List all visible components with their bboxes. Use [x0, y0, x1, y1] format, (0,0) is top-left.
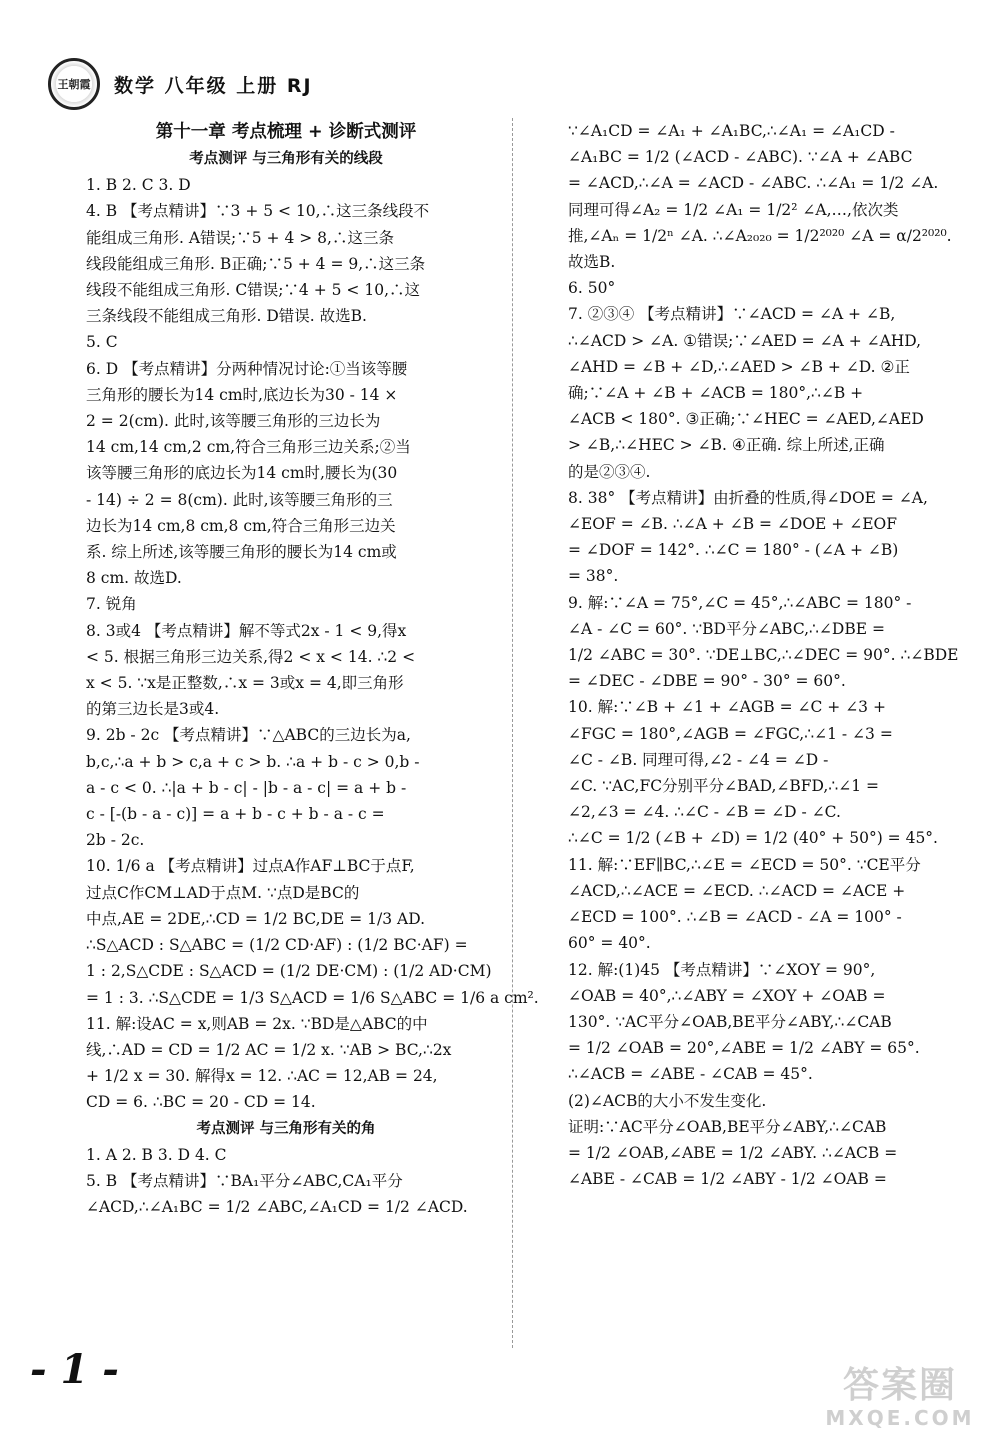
answer-line: 三角形的腰长为14 cm时,底边长为30 - 14 ×	[86, 385, 398, 404]
page-number: - 1 -	[30, 1346, 119, 1393]
answer-line: 线,∴AD = CD = 1/2 AC = 1/2 x. ∵AB > BC,∴2x	[86, 1040, 452, 1059]
answer-line: 2 = 2(cm). 此时,该等腰三角形的三边长为	[86, 412, 381, 431]
answer-line: 6. D 【考点精讲】分两种情况讨论:①当该等腰	[86, 359, 408, 378]
answer-line: ∵∠A₁CD = ∠A₁ + ∠A₁BC,∴∠A₁ = ∠A₁CD -	[568, 122, 895, 140]
publisher-logo: 王朝霞	[48, 58, 100, 110]
answer-line: ∠ACD,∴∠A₁BC = 1/2 ∠ABC,∠A₁CD = 1/2 ∠ACD.	[86, 1198, 468, 1217]
answer-line: 11. 解:∵EF∥BC,∴∠E = ∠ECD = 50°. ∵CE平分	[568, 855, 921, 874]
watermark-logo-text: 答案圈	[842, 1365, 957, 1406]
answer-line: 1/2 ∠ABC = 30°. ∵DE⊥BC,∴∠DEC = 90°. ∴∠BDE	[568, 646, 959, 665]
answer-line: = ∠DEC - ∠DBE = 90° - 30° = 60°.	[568, 672, 846, 691]
answer-line: c - [-(b - a - c)] = a + b - c + b - a - c =	[86, 805, 385, 824]
answer-line: 60° = 40°.	[568, 934, 651, 953]
answer-line: ∠A₁BC = 1/2 (∠ACD - ∠ABC). ∵∠A + ∠ABC	[568, 148, 913, 167]
answer-line: ∴S△ACD : S△ABC = (1/2 CD·AF) : (1/2 BC·AF) =	[86, 936, 468, 955]
answer-line: x < 5. ∵x是正整数,∴x = 3或x = 4,即三角形	[86, 674, 404, 693]
section-title: 考点测评 与三角形有关的线段	[189, 151, 383, 167]
answer-line: b,c,∴a + b > c,a + c > b. ∴a + b - c > 0,b -	[86, 752, 420, 771]
answer-line: 1. B 2. C 3. D	[86, 176, 191, 195]
answer-line: 证明:∵AC平分∠OAB,BE平分∠ABY,∴∠CAB	[568, 1117, 887, 1136]
answer-line: 12. 解:(1)45 【考点精讲】∵∠XOY = 90°,	[568, 960, 876, 979]
answer-line: 推,∠Aₙ = 1/2ⁿ ∠A. ∴∠A₂₀₂₀ = 1/2²⁰²⁰ ∠A = α/2²⁰²⁰.	[568, 226, 952, 245]
answer-line: ∠C. ∵AC,FC分别平分∠BAD,∠BFD,∴∠1 =	[568, 777, 879, 796]
answer-line: ∴∠C = 1/2 (∠B + ∠D) = 1/2 (40° + 50°) = 45°.	[568, 829, 938, 848]
answer-line: ∴∠ACD > ∠A. ①错误;∵∠AED = ∠A + ∠AHD,	[568, 331, 922, 350]
answer-line: 1 : 2,S△CDE : S△ACD = (1/2 DE·CM) : (1/2 AD·CM)	[86, 962, 492, 981]
answer-line: ∠ECD = 100°. ∴∠B = ∠ACD - ∠A = 100° -	[568, 908, 902, 927]
answer-line: - 14) ÷ 2 = 8(cm). 此时,该等腰三角形的三	[86, 490, 393, 509]
answer-line: 该等腰三角形的底边长为14 cm时,腰长为(30	[86, 464, 398, 483]
answer-line: ∴∠ACB = ∠ABE - ∠CAB = 45°.	[568, 1065, 813, 1084]
answer-line: 线段能组成三角形. B正确;∵5 + 4 = 9,∴这三条	[86, 254, 426, 273]
answer-line: 边长为14 cm,8 cm,8 cm,符合三角形三边关	[86, 516, 396, 535]
answer-line: ∠2,∠3 = ∠4. ∴∠C - ∠B = ∠D - ∠C.	[568, 803, 841, 822]
answer-line: 10. 1/6 a 【考点精讲】过点A作AF⊥BC于点F,	[86, 857, 415, 876]
answer-line: ∠C - ∠B. 同理可得,∠2 - ∠4 = ∠D -	[568, 750, 829, 769]
answer-line: ∠ACD,∴∠ACE = ∠ECD. ∴∠ACD = ∠ACE +	[568, 881, 906, 900]
answer-line: 9. 解:∵∠A = 75°,∠C = 45°,∴∠ABC = 180° -	[568, 593, 912, 612]
section-title: 考点测评 与三角形有关的角	[196, 1120, 376, 1137]
answer-line: 中点,AE = 2DE,∴CD = 1/2 BC,DE = 1/3 AD.	[86, 909, 426, 928]
answer-line: 三条线段不能组成三角形. D错误. 故选B.	[86, 307, 367, 326]
answer-line: (2)∠ACB的大小不发生变化.	[568, 1091, 767, 1110]
answer-line: 7. 锐角	[86, 595, 137, 614]
answer-line: = ∠DOF = 142°. ∴∠C = 180° - (∠A + ∠B)	[568, 541, 899, 560]
answer-line: = 38°.	[568, 567, 619, 586]
watermark	[820, 1365, 980, 1430]
answer-line: 的是②③④.	[568, 462, 651, 481]
answer-line: 1. A 2. B 3. D 4. C	[86, 1145, 227, 1164]
answer-line: ∠FGC = 180°,∠AGB = ∠FGC,∴∠1 - ∠3 =	[568, 724, 893, 743]
answer-line: 能组成三角形. A错误;∵5 + 4 > 8,∴这三条	[86, 228, 394, 247]
answer-line: a - c < 0. ∴|a + b - c| - |b - a - c| = a + b -	[86, 778, 407, 797]
column-divider	[512, 118, 513, 1348]
answer-line: 故选B.	[568, 253, 616, 272]
answer-line: 同理可得∠A₂ = 1/2 ∠A₁ = 1/2² ∠A,…,依次类	[568, 200, 899, 219]
answer-line: 14 cm,14 cm,2 cm,符合三角形三边关系;②当	[86, 438, 411, 457]
answer-line: 5. B 【考点精讲】∵BA₁平分∠ABC,CA₁平分	[86, 1171, 403, 1190]
answer-line: ∠EOF = ∠B. ∴∠A + ∠B = ∠DOE + ∠EOF	[568, 515, 897, 534]
answer-line: ∠OAB = 40°,∴∠ABY = ∠XOY + ∠OAB =	[568, 986, 886, 1005]
page-header	[48, 58, 313, 110]
answer-line: 的第三边长是3或4.	[86, 700, 220, 719]
answer-line: 5. C	[86, 333, 118, 352]
answer-line: 8 cm. 故选D.	[86, 569, 182, 588]
answer-line: = 1/2 ∠OAB,∠ABE = 1/2 ∠ABY. ∴∠ACB =	[568, 1143, 898, 1162]
answer-line: 2b - 2c.	[86, 831, 145, 850]
answer-line: + 1/2 x = 30. 解得x = 12. ∴AC = 12,AB = 24,	[86, 1067, 438, 1086]
answer-line: 130°. ∵AC平分∠OAB,BE平分∠ABY,∴∠CAB	[568, 1012, 892, 1031]
answer-line: ∠A - ∠C = 60°. ∵BD平分∠ABC,∴∠DBE =	[568, 619, 885, 638]
answer-line: = 1 : 3. ∴S△CDE = 1/3 S△ACD = 1/6 S△ABC = 1/6 a cm².	[86, 988, 539, 1007]
answer-line: 8. 3或4 【考点精讲】解不等式2x - 1 < 9,得x	[86, 621, 407, 640]
left-column	[86, 118, 539, 1220]
answer-line: CD = 6. ∴BC = 20 - CD = 14.	[86, 1093, 316, 1112]
answer-line: 过点C作CM⊥AD于点M. ∵点D是BC的	[86, 883, 360, 902]
answer-line: ∠AHD = ∠B + ∠D,∴∠AED > ∠B + ∠D. ②正	[568, 357, 910, 376]
answer-line: 确;∵∠A + ∠B + ∠ACB = 180°,∴∠B +	[568, 384, 864, 403]
answer-line: 7. ②③④ 【考点精讲】∵∠ACD = ∠A + ∠B,	[568, 305, 896, 324]
answer-line: 9. 2b - 2c 【考点精讲】∵△ABC的三边长为a,	[86, 726, 411, 745]
answer-line: 系. 综上所述,该等腰三角形的腰长为14 cm或	[86, 543, 397, 562]
header-title: 数学 八年级 上册 RJ	[114, 74, 313, 97]
watermark-url: MXQE.COM	[825, 1406, 975, 1430]
answer-line: 10. 解:∵∠B + ∠1 + ∠AGB = ∠C + ∠3 +	[568, 698, 886, 717]
answer-line: 6. 50°	[568, 279, 616, 298]
answer-line: = 1/2 ∠OAB = 20°,∠ABE = 1/2 ∠ABY = 65°.	[568, 1039, 920, 1058]
answer-line: < 5. 根据三角形三边关系,得2 < x < 14. ∴2 <	[86, 647, 416, 666]
answer-line: = ∠ACD,∴∠A = ∠ACD - ∠ABC. ∴∠A₁ = 1/2 ∠A.	[568, 174, 939, 193]
answer-line: ∠ABE - ∠CAB = 1/2 ∠ABY - 1/2 ∠OAB =	[568, 1170, 887, 1189]
answer-line: 4. B 【考点精讲】∵3 + 5 < 10,∴这三条线段不	[86, 202, 430, 221]
answer-line: 线段不能组成三角形. C错误;∵4 + 5 < 10,∴这	[86, 281, 420, 300]
answer-line: > ∠B,∴∠HEC > ∠B. ④正确. 综上所述,正确	[568, 436, 885, 455]
right-column	[568, 118, 959, 1192]
chapter-title: 第十一章 考点梳理 + 诊断式测评	[155, 122, 417, 142]
answer-line: 11. 解:设AC = x,则AB = 2x. ∵BD是△ABC的中	[86, 1014, 428, 1033]
answer-line: 8. 38° 【考点精讲】由折叠的性质,得∠DOE = ∠A,	[568, 488, 928, 507]
answer-line: ∠ACB < 180°. ③正确;∵∠HEC = ∠AED,∠AED	[568, 410, 924, 429]
